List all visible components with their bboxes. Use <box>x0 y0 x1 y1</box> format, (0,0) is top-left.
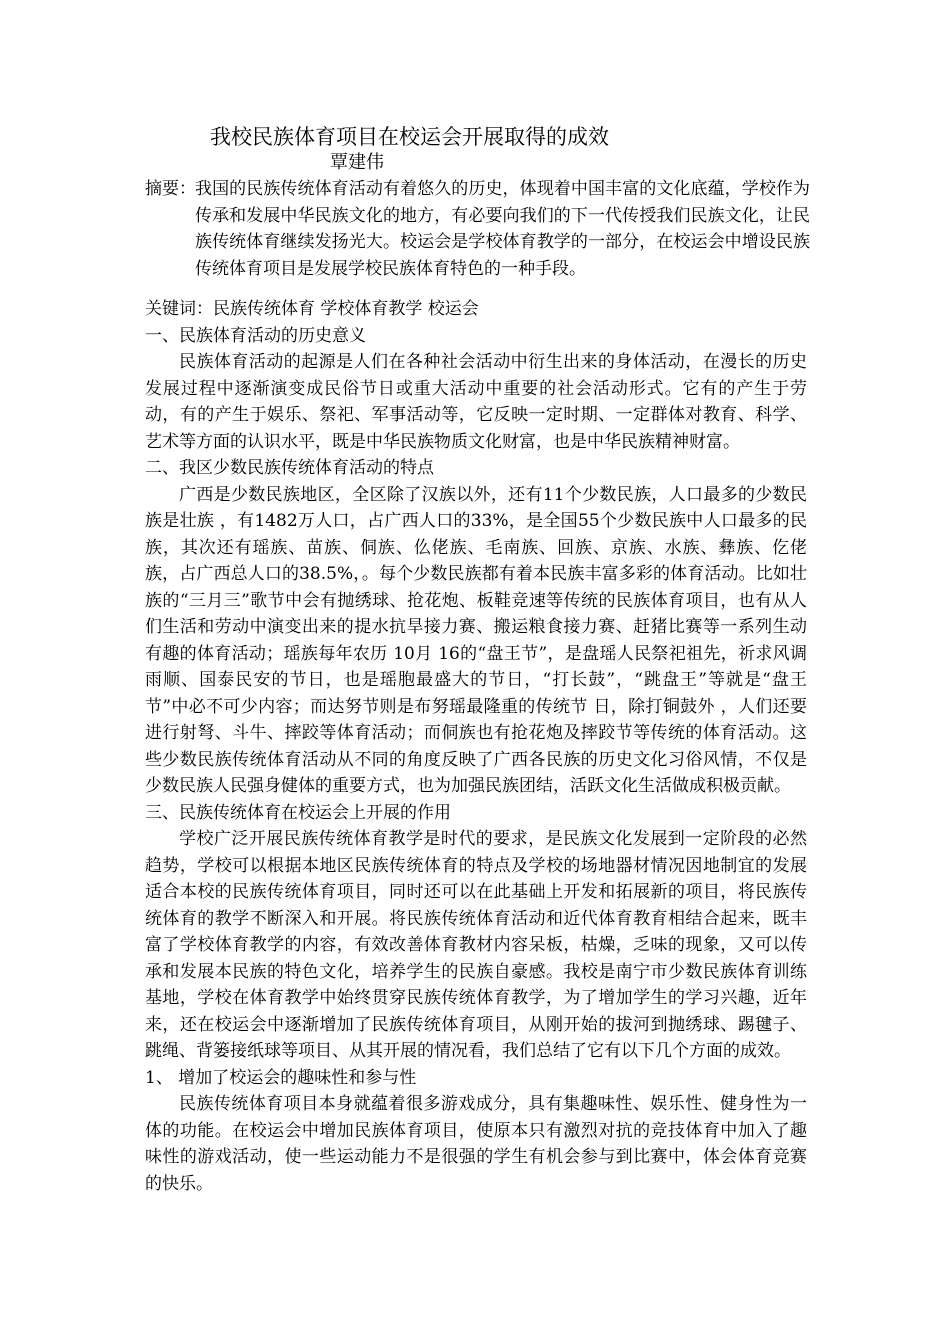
subsection-paragraph-1: 民族传统体育项目本身就蕴着很多游戏成分，具有集趣味性、娱乐性、健身性为一体的功能。在校运会中增加民族体育项目，使原本只有激烈对抗的竞技体育中加入了趣味性的游戏活动，使一些运动能力不是很强的学生有机会参与到比赛中，体会体育竞赛的快乐。 <box>145 1094 807 1194</box>
abstract-text: 我国的民族传统体育活动有着悠久的历史，体现着中国丰富的文化底蕴，学校作为传承和发展中华民族文化的地方，有必要向我们的下一代传授我们民族文化，让民族传统体育继续发扬光大。校运会是学校体育教学的一部分，在校运会中增设民族传统体育项目是发展学校民族体育特色的一种手段。 <box>195 179 810 279</box>
section-heading-2: 二、我区少数民族传统体育活动的特点 <box>145 458 434 478</box>
document-author: 覃建伟 <box>330 152 384 173</box>
section-paragraph-3: 学校广泛开展民族传统体育教学是时代的要求，是民族文化发展到一定阶段的必然趋势，学校可以根据本地区民族传统体育的特点及学校的场地器材情况因地制宜的发展适合本校的民族传统体育项目，同时还可以在此基础上开发和拓展新的项目，将民族传统体育的教学不断深入和开展。将民族传统体育活动和近代体育教育相结合起来，既丰富了学校体育教学的内容，有效改善体育教材内容呆板，枯燥，乏味的现象，又可以传承和发展本民族的特色文化，培养学生的民族自豪感。我校是南宁市少数民族体育训练基地，学校在体育教学中始终贯穿民族传统体育教学，为了增加学生的学习兴趣，近年来，还在校运会中逐渐增加了民族传统体育项目，从刚开始的拔河到抛绣球、踢毽子、跳绳、背篓接纸球等项目、从其开展的情况看，我们总结了它有以下几个方面的成效。 <box>145 829 807 1061</box>
subsection-heading-1: 1、 增加了校运会的趣味性和参与性 <box>145 1067 417 1088</box>
keywords-line: 关键词：民族传统体育 学校体育教学 校运会 <box>145 299 479 319</box>
abstract-label: 摘要： <box>145 179 196 199</box>
section-heading-3: 三、民族传统体育在校运会上开展的作用 <box>145 802 451 823</box>
abstract-block <box>145 176 810 282</box>
section-heading-1: 一、民族体育活动的历史意义 <box>145 325 366 346</box>
document-title: 我校民族体育项目在校运会开展取得的成效 <box>210 125 609 149</box>
section-paragraph-2: 广西是少数民族地区，全区除了汉族以外，还有11个少数民族，人口最多的少数民族是壮族 ，有1482万人口，占广西人口的33%，是全国55个少数民族中人口最多的民族，其次还有瑶族、苗族、侗族、仫佬族、毛南族、回族、京族、水族、彝族、仡佬族，占广西总人口的38.5%，。每个少数民族都有着本民族丰富多彩的体育活动。比如壮族的“三月三”歌节中会有抛绣球、抢花炮、板鞋竞速等传统的民族体育项目，也有从人们生活和劳动中演变出来的提水抗旱接力赛、搬运粮食接力赛、赶猪比赛等一系列生动有趣的体育活动；瑶族每年农历 10月 16的“盘王节”，是盘瑶人民祭祀祖先，祈求风调雨顺、国泰民安的节日，也是瑶胞最盛大的节日，“打长鼓”，“跳盘王”等就是“盘王节”中必不可少内容；而达努节则是布努瑶最隆重的传统节 日，除打铜鼓外 ，人们还要进行射弩、斗牛、摔跤等体育活动；而侗族也有抢花炮及摔跤节等传统的体育活动。这些少数民族传统体育活动从不同的角度反映了广西各民族的历史文化习俗风情，不仅是少数民族人民强身健体的重要方式，也为加强民族团结，活跃文化生活做成积极贡献。 <box>145 484 807 796</box>
section-paragraph-1: 民族体育活动的起源是人们在各种社会活动中衍生出来的身体活动，在漫长的历史发展过程中逐渐演变成民俗节日或重大活动中重要的社会活动形式。它有的产生于劳动，有的产生于娱乐、祭祀、军事活动等，它反映一定时期、一定群体对教育、科学、艺术等方面的认识水平，既是中华民族物质文化财富，也是中华民族精神财富。 <box>145 352 807 452</box>
document-body <box>145 296 807 1197</box>
